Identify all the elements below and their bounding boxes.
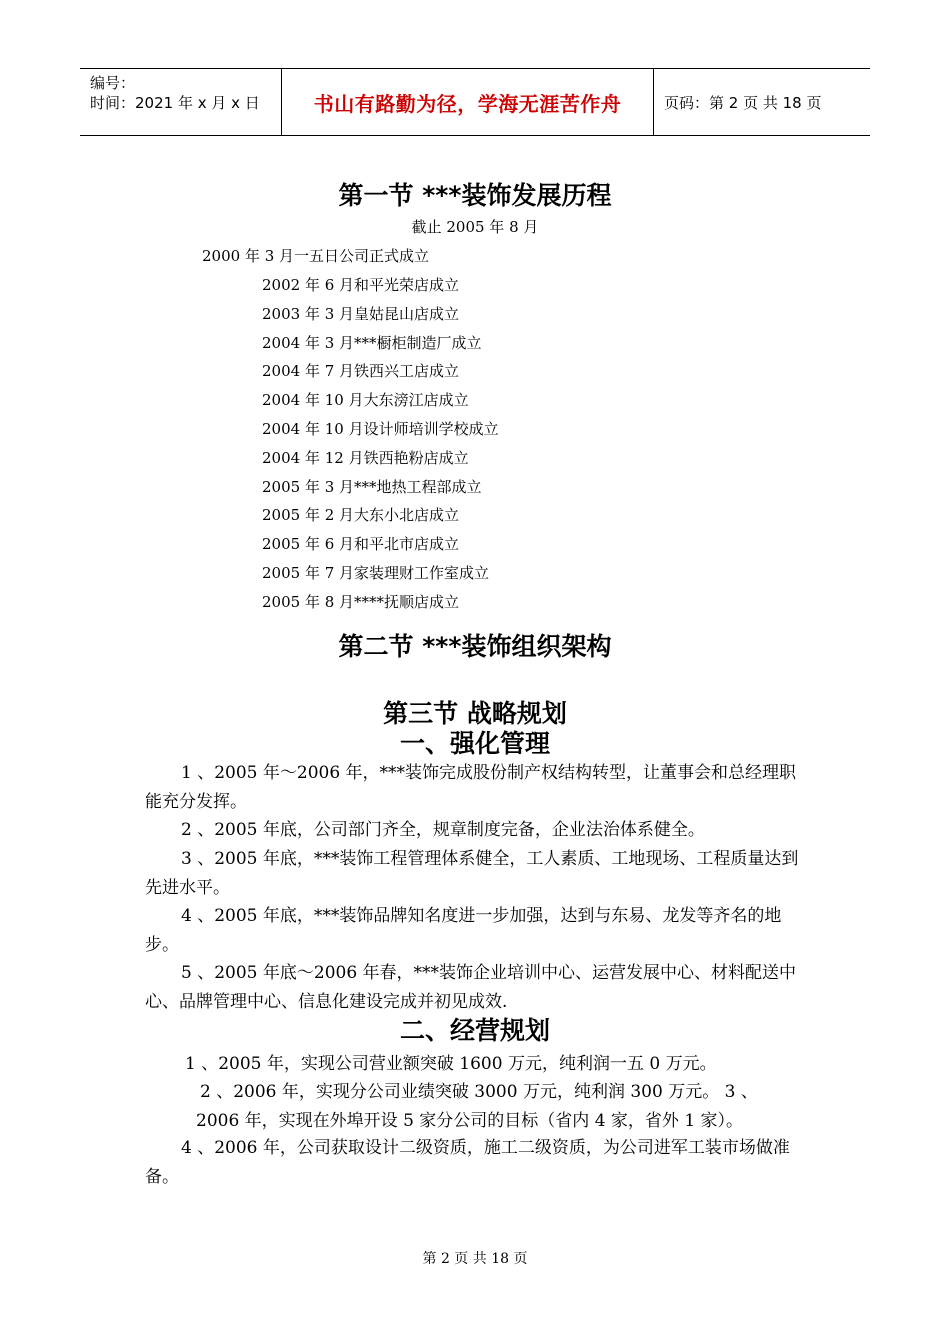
section3-title: 第三节 战略规划 [383,699,567,728]
part2-heading: 二、经营规划 [399,1016,550,1045]
doc-time-label: 时间：2021 年 x 月 x 日 [90,94,260,112]
plan-item: 2 、2005 年底，公司部门齐全，规章制度完备，企业法治体系健全。 [181,820,705,840]
timeline-event: 2005 年 3 月***地热工程部成立 [262,478,482,496]
header-meta-cell [80,69,282,135]
timeline-event: 2005 年 8 月****抚顺店成立 [262,593,460,611]
part1-heading: 一、强化管理 [399,729,550,758]
header-page-cell [654,69,870,135]
section1-title: 第一节 ***装饰发展历程 [338,181,612,210]
timeline-event: 2004 年 10 月设计师培训学校成立 [262,420,499,438]
timeline-event: 2005 年 7 月家装理财工作室成立 [262,564,490,582]
timeline-event: 2005 年 6 月和平北市店成立 [262,535,460,553]
business-plan-line: 1 、2005 年，实现公司营业额突破 1600 万元，纯利润一五 0 万元。 [185,1054,717,1074]
section1-subtitle: 截止 2005 年 8 月 [411,218,539,236]
timeline-event: 2004 年 12 月铁西艳粉店成立 [262,449,469,467]
timeline-event: 2004 年 7 月铁西兴工店成立 [262,362,460,380]
header-motto-cell [282,69,654,135]
plan-item: 1 、2005 年～2006 年，***装饰完成股份制产权结构转型，让董事会和总经理职能充分发挥。 [145,763,797,812]
timeline-event: 2005 年 2 月大东小北店成立 [262,506,460,524]
timeline-event: 2002 年 6 月和平光荣店成立 [262,276,460,294]
page-footer: 第 2 页 共 18 页 [422,1251,528,1267]
business-plan-line: 2 、2006 年，实现分公司业绩突破 3000 万元，纯利润 300 万元。 3 、 [200,1082,758,1102]
plan-item: 4 、2005 年底，***装饰品牌知名度进一步加强，达到与东易、龙发等齐名的地步。 [145,906,782,955]
plan-item: 5 、2005 年底～2006 年春，***装饰企业培训中心、运营发展中心、材料配送中心、品牌管理中心、信息化建设完成并初见成效. [145,963,797,1012]
timeline-event: 2004 年 10 月大东滂江店成立 [262,391,469,409]
business-plan-item: 4 、2006 年，公司获取设计二级资质，施工二级资质，为公司进军工装市场做准备。 [145,1138,790,1187]
business-plan-line: 2006 年，实现在外埠开设 5 家分公司的目标（省内 4 家，省外 1 家）。 [196,1111,744,1131]
timeline-event: 2003 年 3 月皇姑昆山店成立 [262,305,460,323]
section2-title: 第二节 ***装饰组织架构 [338,632,612,661]
motto-text: 书山有路勤为径，学海无涯苦作舟 [313,91,622,116]
doc-number-label: 编号： [90,74,136,92]
timeline-event: 2004 年 3 月***橱柜制造厂成立 [262,334,482,352]
header-table [80,68,870,136]
timeline-first-event: 2000 年 3 月一五日公司正式成立 [202,247,430,265]
page-info: 页码：第 2 页 共 18 页 [664,93,822,112]
plan-item: 3 、2005 年底，***装饰工程管理体系健全，工人素质、工地现场、工程质量达到先进水平。 [145,849,799,898]
